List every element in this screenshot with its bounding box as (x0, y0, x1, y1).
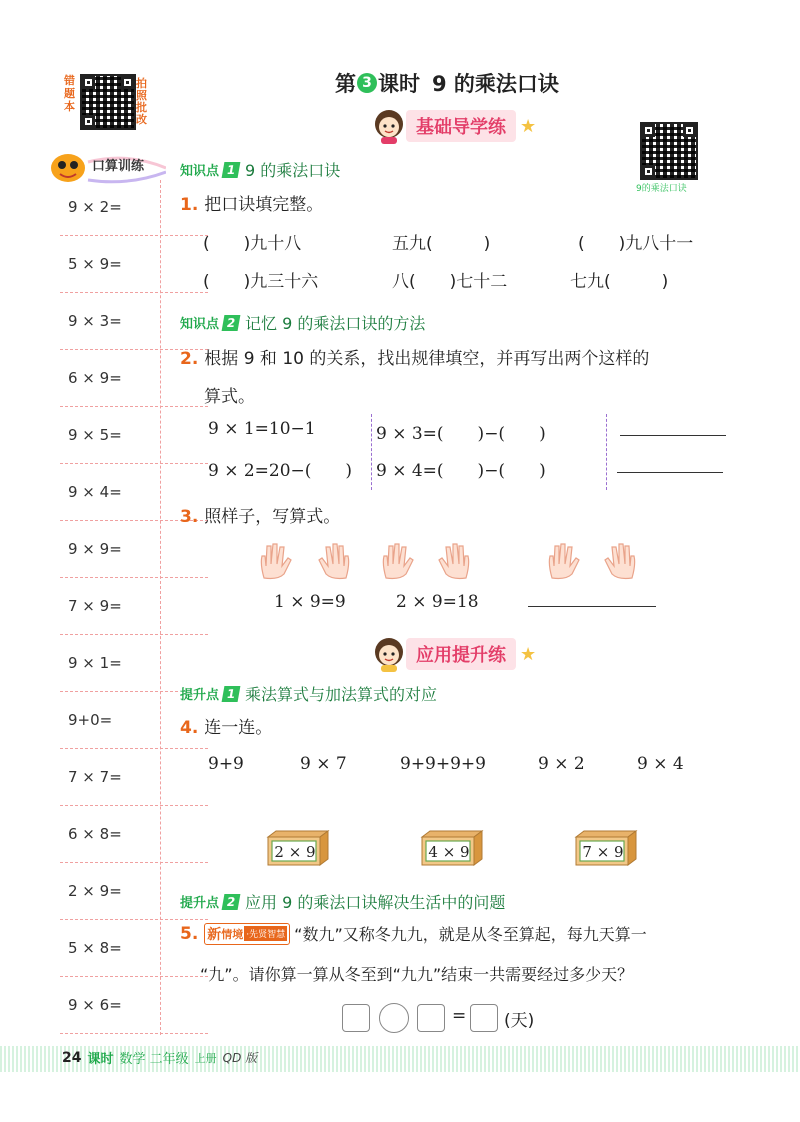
hand-icon (434, 542, 474, 580)
operator-circle[interactable] (379, 1003, 409, 1033)
kp-number: 1 (222, 686, 241, 702)
knowledge-point-2 (178, 311, 425, 334)
q1-blank[interactable]: 八( )七十二 (392, 272, 508, 292)
q4-item[interactable]: 9 × 4 (637, 754, 684, 774)
q2-answer-line[interactable] (617, 472, 723, 473)
question-2 (180, 344, 649, 369)
sidebar-rule (60, 634, 208, 635)
sidebar-item: 9 × 5= (68, 426, 122, 444)
lesson-prefix: 第 (335, 72, 356, 96)
sidebar-item: 5 × 8= (68, 939, 122, 957)
sidebar-item: 6 × 8= (68, 825, 122, 843)
sidebar-item: 7 × 9= (68, 597, 122, 615)
question-text: 把口诀填完整。 (204, 195, 324, 215)
equals-sign: = (452, 1006, 467, 1026)
answer-box[interactable] (417, 1004, 445, 1032)
scenario-badge (204, 923, 290, 945)
footer-edition: QD 版 (222, 1051, 258, 1065)
q4-item[interactable]: 9+9 (208, 754, 244, 774)
q4-item[interactable]: 9 × 7 (300, 754, 347, 774)
section-banner-advanced (372, 636, 536, 672)
hand-icon (600, 542, 640, 580)
question-number: 5. (180, 923, 199, 944)
question-4 (180, 713, 272, 738)
kp-tag: 知识点 (178, 159, 221, 180)
q1-blank[interactable]: ( )九十八 (203, 234, 302, 254)
qr-left-label-b: 拍照批改 (136, 77, 147, 126)
q4-item[interactable]: 9+9+9+9 (400, 754, 486, 774)
question-number: 1. (180, 195, 199, 215)
improvement-point-2 (178, 890, 505, 913)
question-number: 4. (180, 718, 199, 738)
q1-blank[interactable]: 七九( ) (570, 272, 669, 292)
star-icon: ★ (520, 643, 537, 665)
sidebar-item: 9 × 1= (68, 654, 122, 672)
sidebar-item: 9 × 2= (68, 198, 122, 216)
q2-blank-4[interactable]: 9 × 4=( )−( ) (376, 461, 546, 481)
sidebar-item: 9 × 4= (68, 483, 122, 501)
hand-icon (314, 542, 354, 580)
question-number: 3. (180, 507, 199, 527)
lesson-suffix: 课时 (378, 72, 420, 96)
sidebar-title-badge (48, 150, 166, 180)
sidebar-item: 9 × 9= (68, 540, 122, 558)
qr-left-label-a: 错题本 (64, 74, 75, 113)
q1-blank[interactable]: 五九( ) (392, 234, 491, 254)
kp-number: 2 (222, 315, 241, 331)
sidebar-rule (60, 577, 208, 578)
qr-code-right[interactable] (640, 122, 698, 180)
q2-example-1: 9 × 1=10−1 (208, 419, 316, 439)
footer-term: 上册 (194, 1051, 217, 1065)
knowledge-point-1 (178, 158, 340, 181)
hand-icon (378, 542, 418, 580)
sidebar-item: 9+0= (68, 711, 113, 729)
lesson-number-badge: 3 (357, 73, 377, 93)
q2-divider (606, 414, 607, 490)
sidebar-rule (60, 292, 208, 293)
brand-logo: 课时 (87, 1052, 114, 1067)
kp-number: 2 (222, 894, 241, 910)
kp-title: 应用 9 的乘法口诀解决生活中的问题 (245, 893, 506, 912)
q3-example-2: 2 × 9=18 (396, 592, 479, 612)
q4-box-label: 4 × 9 (428, 843, 470, 861)
kp-tag: 提升点 (178, 683, 221, 704)
kp-number: 1 (222, 162, 241, 178)
kp-title: 记忆 9 的乘法口诀的方法 (245, 314, 426, 333)
q2-blank-3[interactable]: 9 × 3=( )−( ) (376, 424, 546, 444)
q2-answer-line[interactable] (620, 435, 726, 436)
girl-mascot-icon (372, 108, 406, 144)
sidebar-item: 9 × 6= (68, 996, 122, 1014)
q3-example-1: 1 × 9=9 (274, 592, 346, 612)
sidebar-rule (60, 976, 208, 977)
sidebar-rule (60, 463, 208, 464)
unit-label: (天) (504, 1011, 535, 1031)
improvement-point-1 (178, 682, 437, 705)
question-text-cont: “九”。请你算一算从冬至到“九九”结束一共需要经过多少天？ (200, 965, 634, 984)
footer (62, 1048, 257, 1067)
question-text: “数九”又称冬九九，就是从冬至算起，每九天算一 (294, 925, 647, 944)
qr-right-caption: 9的乘法口诀 (636, 184, 687, 194)
sidebar-item: 9 × 3= (68, 312, 122, 330)
q4-item[interactable]: 9 × 2 (538, 754, 585, 774)
badge-new: 新 (207, 926, 222, 943)
question-number: 2. (180, 349, 199, 369)
q4-box-label: 2 × 9 (274, 843, 316, 861)
sidebar-rule (60, 1033, 208, 1034)
question-text-cont: 算式。 (204, 387, 255, 407)
q1-blank[interactable]: ( )九八十一 (578, 234, 694, 254)
kp-tag: 知识点 (178, 312, 221, 333)
q4-box-label: 7 × 9 (582, 843, 624, 861)
sidebar-list (56, 180, 166, 1040)
kp-tag: 提升点 (178, 891, 221, 912)
lesson-title (335, 68, 559, 98)
sidebar-rule (60, 235, 208, 236)
star-icon: ★ (520, 115, 537, 137)
section-banner-title: 基础导学练 (406, 110, 516, 142)
question-3 (180, 502, 340, 527)
sidebar-rule (60, 805, 208, 806)
q1-blank[interactable]: ( )九三十六 (203, 272, 319, 292)
question-5 (180, 922, 740, 945)
footer-subject: 数学 二年级 (119, 1052, 189, 1067)
answer-box[interactable] (342, 1004, 370, 1032)
sidebar-rule (60, 406, 208, 407)
sidebar-rule (60, 748, 208, 749)
hand-icon (544, 542, 584, 580)
answer-box[interactable] (470, 1004, 498, 1032)
kp-title: 9 的乘法口诀 (245, 161, 341, 180)
sidebar-item: 5 × 9= (68, 255, 122, 273)
sidebar-item: 6 × 9= (68, 369, 122, 387)
kp-title: 乘法算式与加法算式的对应 (245, 685, 438, 704)
question-text: 连一连。 (204, 718, 273, 738)
section-banner-title: 应用提升练 (406, 638, 516, 670)
question-text: 照样子，写算式。 (204, 507, 341, 527)
section-banner-basic (372, 108, 536, 144)
lesson-name: 9 的乘法口诀 (432, 72, 559, 96)
q3-answer-line[interactable] (528, 606, 656, 607)
sidebar-item: 7 × 7= (68, 768, 122, 786)
question-text: 根据 9 和 10 的关系，找出规律填空，并再写出两个这样的 (204, 349, 650, 369)
girl-mascot-icon (372, 636, 406, 672)
badge-scene: 情境 (221, 927, 244, 941)
sidebar-title: 口算训练 (92, 159, 145, 174)
qr-code-left[interactable] (80, 74, 136, 130)
q2-divider (371, 414, 372, 490)
page-number: 24 (62, 1049, 82, 1066)
sidebar-rule (60, 919, 208, 920)
sidebar-rule (60, 862, 208, 863)
badge-sage: ·先贤智慧 (244, 926, 287, 941)
q2-blank-2[interactable]: 9 × 2=20−( ) (208, 461, 353, 481)
question-1 (180, 190, 323, 215)
sidebar-item: 2 × 9= (68, 882, 122, 900)
hand-icon (256, 542, 296, 580)
